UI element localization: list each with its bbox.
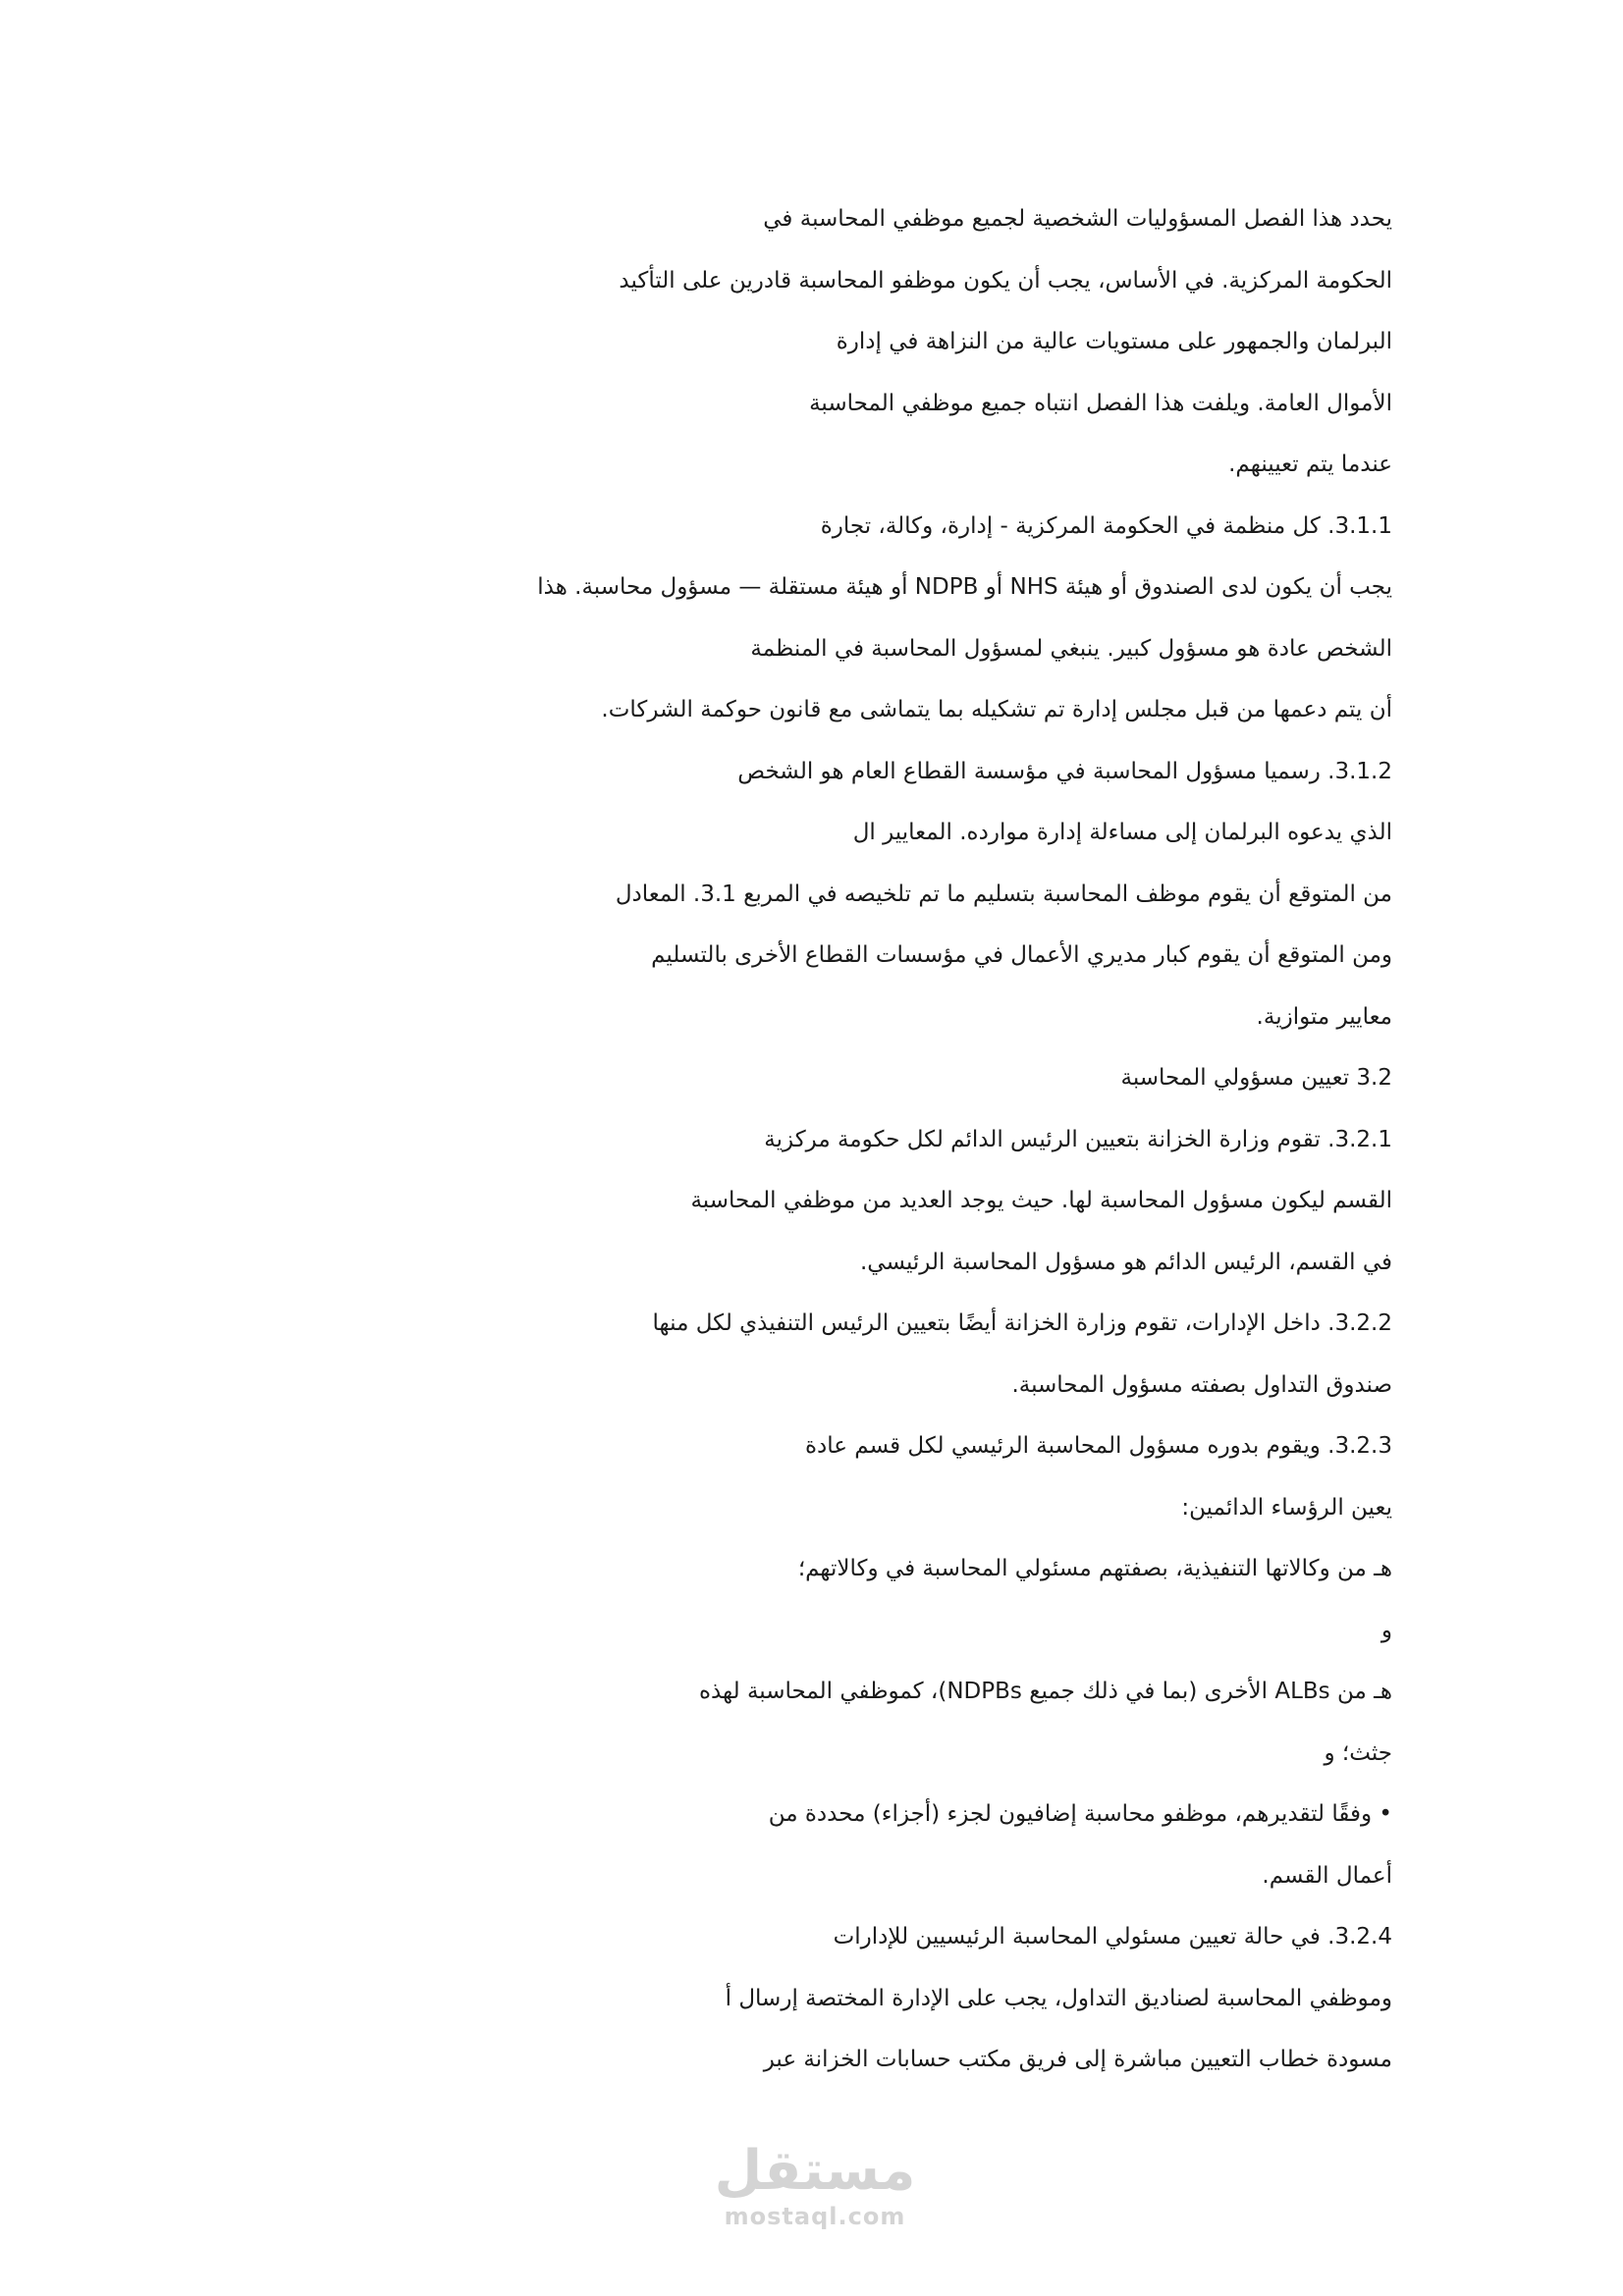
- text-line: هـ من ALBs الأخرى (بما في ذلك جميع NDPBs)، كموظفي المحاسبة لهذه: [698, 1679, 1392, 1704]
- text-line: البرلمان والجمهور على مستويات عالية من النزاهة في إدارة: [836, 329, 1392, 354]
- text-line: صندوق التداول بصفته مسؤول المحاسبة.: [1011, 1371, 1392, 1398]
- bullet-item: • وفقًا لتقديرهم، موظفو محاسبة إضافيون لجزء (أجزاء) محددة من: [768, 1801, 1392, 1827]
- section-3-2-2: 3.2.2. داخل الإدارات، تقوم وزارة الخزانة أيضًا بتعيين الرئيس التنفيذي لكل منها: [652, 1310, 1392, 1336]
- section-3-2-3: 3.2.3. ويقوم بدوره مسؤول المحاسبة الرئيسي لكل قسم عادة: [804, 1433, 1392, 1459]
- text-line: هـ من وكالاتها التنفيذية، بصفتهم مسئولي المحاسبة في وكالاتهم؛: [797, 1556, 1392, 1581]
- text-line: الأموال العامة. ويلفت هذا الفصل انتباه جميع موظفي المحاسبة: [809, 390, 1392, 416]
- mostaql-logo: مستقل: [714, 2139, 916, 2203]
- watermark-url: mostaql.com: [724, 2203, 906, 2230]
- text-line: الشخص عادة هو مسؤول كبير. ينبغي لمسؤول المحاسبة في المنظمة: [750, 635, 1392, 662]
- mostaql-watermark: [707, 2140, 923, 2230]
- section-3-1-2: 3.1.2. رسميا مسؤول المحاسبة في مؤسسة القطاع العام هو الشخص: [737, 758, 1392, 784]
- document-body: [469, 188, 1392, 2091]
- text-line: جثث؛ و: [1324, 1739, 1392, 1766]
- text-line: من المتوقع أن يقوم موظف المحاسبة بتسليم ما تم تلخيصه في المربع 3.1. المعادل: [615, 881, 1392, 907]
- section-heading-3-2: 3.2 تعيين مسؤولي المحاسبة: [1120, 1065, 1392, 1091]
- text-line: يعين الرؤساء الدائمين:: [1181, 1494, 1392, 1521]
- section-3-2-4: 3.2.4. في حالة تعيين مسئولي المحاسبة الرئيسيين للإدارات: [833, 1924, 1392, 1949]
- section-3-1-1: 3.1.1. كل منظمة في الحكومة المركزية - إدارة، وكالة، تجارة: [820, 512, 1392, 539]
- section-3-2-1: 3.2.1. تقوم وزارة الخزانة بتعيين الرئيس الدائم لكل حكومة مركزية: [764, 1126, 1392, 1152]
- text-line: مسودة خطاب التعيين مباشرة إلى فريق مكتب حسابات الخزانة عبر: [763, 2047, 1392, 2072]
- text-line: القسم ليكون مسؤول المحاسبة لها. حيث يوجد العديد من موظفي المحاسبة: [690, 1188, 1392, 1213]
- text-line: في القسم، الرئيس الدائم هو مسؤول المحاسبة الرئيسي.: [859, 1249, 1392, 1275]
- text-line: وموظفي المحاسبة لصناديق التداول، يجب على الإدارة المختصة إرسال أ: [725, 1985, 1392, 2011]
- text-line: الذي يدعوه البرلمان إلى مساءلة إدارة موارده. المعايير ال: [852, 820, 1392, 845]
- text-line: عندما يتم تعيينهم.: [1228, 452, 1392, 477]
- text-line: أعمال القسم.: [1262, 1862, 1392, 1889]
- text-line: معايير متوازية.: [1256, 1003, 1392, 1030]
- text-line: أن يتم دعمها من قبل مجلس إدارة تم تشكيله بما يتماشى مع قانون حوكمة الشركات.: [601, 697, 1392, 722]
- text-line: الحكومة المركزية. في الأساس، يجب أن يكون موظفو المحاسبة قادرين على التأكيد: [619, 267, 1392, 294]
- text-line: يجب أن يكون لدى الصندوق أو هيئة NHS أو NDPB أو هيئة مستقلة — مسؤول محاسبة. هذا: [537, 574, 1392, 600]
- text-line: يحدد هذا الفصل المسؤوليات الشخصية لجميع موظفي المحاسبة في: [763, 206, 1392, 232]
- text-line: و: [1380, 1617, 1392, 1643]
- text-line: ومن المتوقع أن يقوم كبار مديري الأعمال في مؤسسات القطاع الأخرى بالتسليم: [651, 942, 1392, 968]
